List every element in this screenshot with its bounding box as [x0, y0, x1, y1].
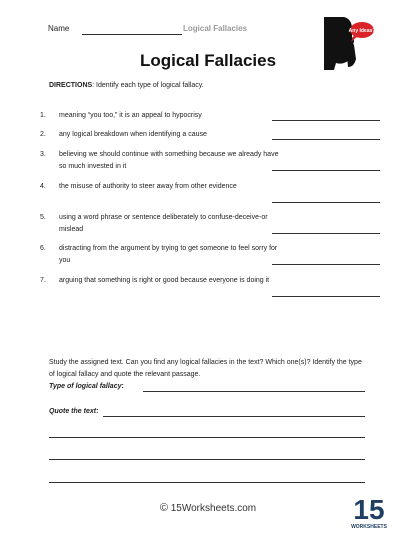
type-answer-line[interactable] — [143, 391, 365, 392]
question-number: 2. — [40, 131, 46, 138]
page-title: Logical Fallacies — [139, 51, 277, 70]
answer-line[interactable] — [272, 264, 380, 265]
answer-line[interactable] — [272, 296, 380, 297]
question-text: meaning “you too,” it is an appeal to hypocrisy — [59, 112, 202, 119]
question-number: 6. — [40, 245, 46, 252]
question-text: using a word phrase or sentence deliberately to confuse-deceive-or mislead — [59, 214, 268, 233]
brand-number: 15 — [353, 494, 385, 525]
type-field-label — [49, 383, 124, 390]
question-number: 4. — [40, 183, 46, 190]
answer-line[interactable] — [272, 202, 380, 203]
brand-15-icon — [350, 492, 388, 532]
quote-answer-line[interactable] — [103, 416, 365, 417]
logo-bubble-text: Any Ideas? — [348, 28, 374, 34]
directions-label: DIRECTIONS — [49, 82, 93, 89]
type-label: Type of logical fallacy — [49, 383, 122, 390]
header-topic: Logical Fallacies — [183, 24, 248, 33]
directions — [49, 82, 204, 89]
footer-site: 15Worksheets.com — [167, 503, 257, 514]
question-text: arguing that something is right or good because everyone is doing it — [59, 277, 270, 284]
study-instructions: Study the assigned text. Can you find any logical fallacies in the text? Which one(s)? Identify the type of logical fallacy and quote the relevant passage. — [49, 359, 362, 378]
name-label: Name — [48, 24, 70, 33]
answer-line[interactable] — [272, 139, 380, 140]
directions-text: : Identify each type of logical fallacy. — [92, 82, 204, 89]
question-number: 5. — [40, 214, 46, 221]
answer-line[interactable] — [272, 233, 380, 234]
quote-colon: : — [96, 408, 99, 415]
quote-writing-line[interactable] — [49, 459, 365, 460]
quote-writing-line[interactable] — [49, 437, 365, 438]
quote-label: Quote the text — [49, 408, 97, 415]
brand-word: WORKSHEETS — [351, 524, 387, 530]
quote-field-label — [49, 408, 98, 415]
answer-line[interactable] — [272, 120, 380, 121]
copyright-symbol: © — [159, 502, 168, 514]
brand-logo — [350, 492, 388, 532]
question-text: any logical breakdown when identifying a cause — [59, 131, 207, 138]
question-number: 1. — [40, 112, 46, 119]
name-blank-line[interactable] — [82, 34, 182, 35]
question-text: believing we should continue with something because we already have so much invested in it — [59, 151, 279, 170]
quote-writing-line[interactable] — [49, 482, 365, 483]
question-number: 7. — [40, 277, 46, 284]
question-number: 3. — [40, 151, 46, 158]
question-text: the misuse of authority to steer away from other evidence — [59, 183, 237, 190]
type-colon: : — [121, 383, 124, 390]
question-text: distracting from the argument by trying to get someone to feel sorry for you — [59, 245, 278, 264]
answer-line[interactable] — [272, 170, 380, 171]
